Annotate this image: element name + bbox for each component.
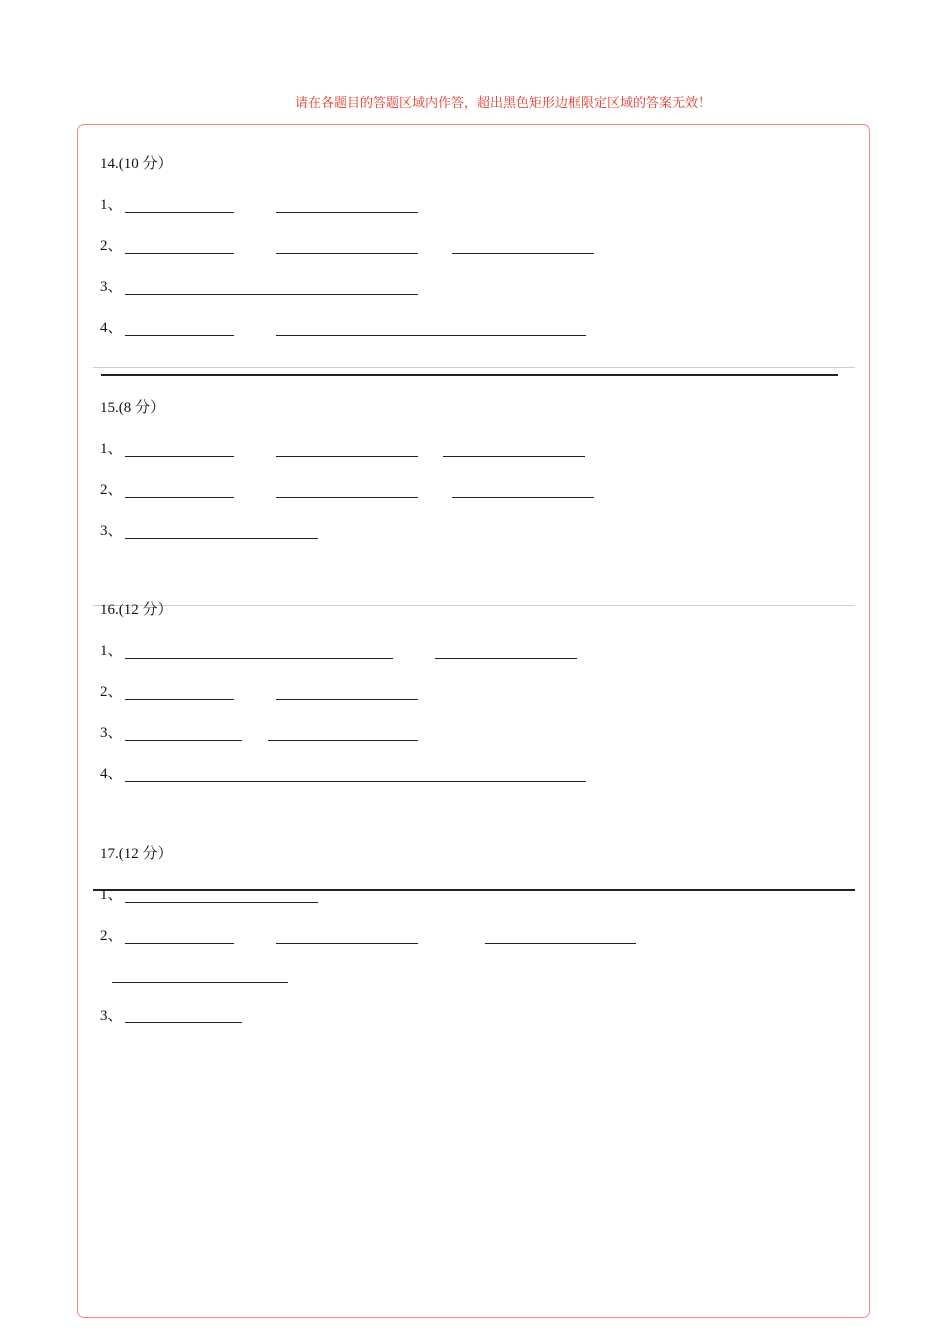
q14-item-4-blank-1[interactable]	[125, 335, 234, 336]
q16-item-4-blank-1[interactable]	[125, 781, 586, 782]
q15-item-2-label: 2、	[100, 482, 123, 498]
q17-item-2-label: 2、	[100, 928, 123, 944]
q15-item-2-blank-2[interactable]	[276, 497, 418, 498]
section-divider-light	[93, 367, 855, 368]
q15-item-2-blank-3[interactable]	[452, 497, 594, 498]
q14-item-3-label: 3、	[100, 279, 123, 295]
question-16-title: 16.(12 分）	[100, 602, 173, 618]
question-15-title: 15.(8 分）	[100, 400, 165, 416]
q17-item-1-label: 1、	[100, 887, 123, 903]
q14-item-2-blank-1[interactable]	[125, 253, 234, 254]
q16-item-3-blank-1[interactable]	[125, 740, 242, 741]
q16-item-2-blank-2[interactable]	[276, 699, 418, 700]
q15-item-2-blank-1[interactable]	[125, 497, 234, 498]
q17-item-2-blank-4[interactable]	[112, 982, 288, 983]
q17-item-2-blank-1[interactable]	[125, 943, 234, 944]
q15-item-1-blank-1[interactable]	[125, 456, 234, 457]
question-17-title: 17.(12 分）	[100, 846, 173, 862]
section-divider-dark	[101, 374, 838, 376]
q15-item-3-blank-1[interactable]	[125, 538, 318, 539]
q14-item-2-label: 2、	[100, 238, 123, 254]
q15-item-1-label: 1、	[100, 441, 123, 457]
q14-item-1-label: 1、	[100, 197, 123, 213]
q14-item-1-blank-2[interactable]	[276, 212, 418, 213]
q15-item-1-blank-2[interactable]	[276, 456, 418, 457]
q17-item-2-blank-2[interactable]	[276, 943, 418, 944]
q14-item-4-blank-2[interactable]	[276, 335, 586, 336]
q17-item-3-blank-1[interactable]	[125, 1022, 242, 1023]
q17-item-2-blank-3[interactable]	[485, 943, 636, 944]
q16-item-2-blank-1[interactable]	[125, 699, 234, 700]
q16-item-1-blank-2[interactable]	[435, 658, 577, 659]
q16-item-2-label: 2、	[100, 684, 123, 700]
q15-item-3-label: 3、	[100, 523, 123, 539]
section-divider-light	[93, 605, 855, 606]
q16-item-4-label: 4、	[100, 766, 123, 782]
q16-item-3-blank-2[interactable]	[268, 740, 418, 741]
q15-item-1-blank-3[interactable]	[443, 456, 585, 457]
section-divider-dark	[93, 889, 855, 891]
q16-item-3-label: 3、	[100, 725, 123, 741]
q14-item-1-blank-1[interactable]	[125, 212, 234, 213]
answer-area-notice: 请在各题目的答题区域内作答，超出黑色矩形边框限定区域的答案无效！	[295, 95, 712, 110]
q14-item-3-blank-1[interactable]	[125, 294, 418, 295]
question-14-title: 14.(10 分）	[100, 156, 173, 172]
q17-item-3-label: 3、	[100, 1008, 123, 1024]
q17-item-1-blank-1[interactable]	[125, 902, 318, 903]
q14-item-2-blank-3[interactable]	[452, 253, 594, 254]
q14-item-2-blank-2[interactable]	[276, 253, 418, 254]
q16-item-1-label: 1、	[100, 643, 123, 659]
answer-frame	[77, 124, 870, 1318]
q16-item-1-blank-1[interactable]	[125, 658, 393, 659]
q14-item-4-label: 4、	[100, 320, 123, 336]
